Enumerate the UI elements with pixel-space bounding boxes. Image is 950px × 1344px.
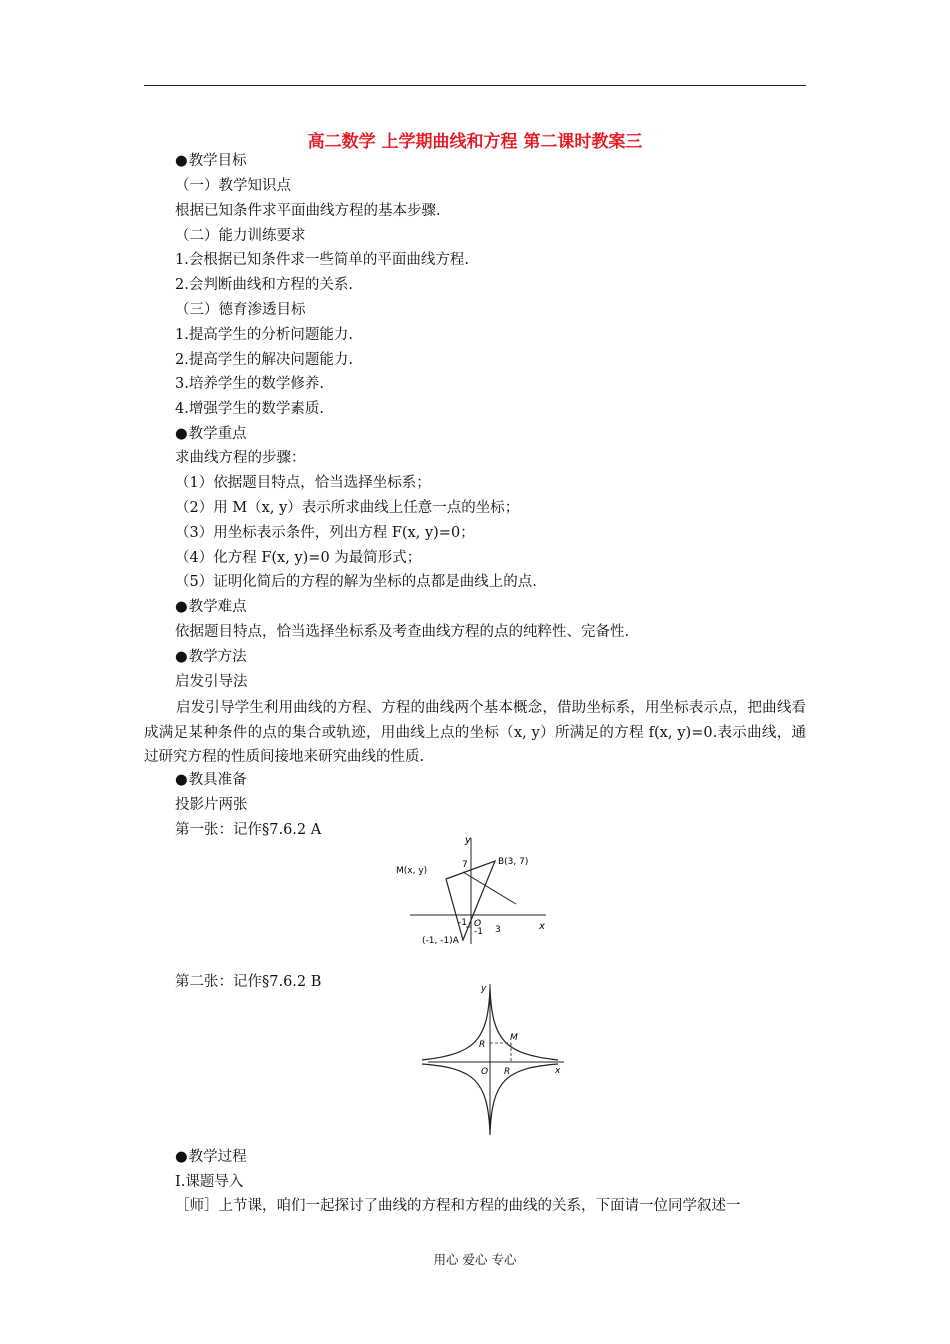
text-line: （1）依据题目特点，恰当选择坐标系；: [175, 475, 431, 491]
section-heading-tools: ● 教具准备: [175, 770, 247, 790]
text-line: 1.提高学生的分析问题能力.: [175, 327, 353, 343]
point-M-label: M(x, y): [396, 866, 428, 876]
section-heading-difficulties: ● 教学难点: [175, 597, 247, 617]
origin-label: O: [474, 919, 482, 929]
x-axis-label: x: [555, 1066, 561, 1076]
method-paragraph: 启发引导学生利用曲线的方程、方程的曲线两个基本概念，借助坐标系，用坐标表示点，把曲线看成满足某种条件的点的集合或轨迹，用曲线上点的坐标（x, y）所满足的方程 f(x, y)=0.表示曲线，通过研究方程的性质间接地来研究曲线的性质.: [144, 700, 806, 765]
page-title: 高二数学 上学期曲线和方程 第二课时教案三: [307, 132, 643, 152]
tick-label-7: 7: [462, 860, 468, 870]
figure-triangle-diagram: [390, 828, 560, 952]
slide-a-caption: 第一张：记作§7.6.2 A: [175, 822, 322, 838]
R-x-label: R: [504, 1067, 511, 1077]
text-line: 根据已知条件求平面曲线方程的基本步骤.: [175, 203, 441, 219]
text-line: Ⅰ.课题导入: [175, 1174, 244, 1190]
point-M-label: M: [510, 1033, 518, 1043]
section-heading-goals: ● 教学目标: [175, 151, 247, 171]
y-axis-label: y: [465, 835, 471, 846]
text-line: （4）化方程 F(x, y)=0 为最简形式；: [175, 550, 422, 566]
y-axis-label: y: [481, 984, 487, 994]
text-line: 依据题目特点，恰当选择坐标系及考查曲线方程的点的纯粹性、完备性.: [175, 624, 630, 640]
section-heading-process: ● 教学过程: [175, 1147, 247, 1167]
text-line: ［师］上节课，咱们一起探讨了曲线的方程和方程的曲线的关系，下面请一位同学叙述一: [175, 1198, 741, 1214]
point-B-label: B(3, 7): [498, 857, 529, 867]
text-line: （2）用 M（x, y）表示所求曲线上任意一点的坐标；: [175, 500, 520, 516]
text-line: （一）教学知识点: [175, 178, 291, 194]
section-heading-key-points: ● 教学重点: [175, 424, 247, 444]
text-line: 1.会根据已知条件求一些简单的平面曲线方程.: [175, 252, 469, 268]
text-line: 启发引导法: [175, 674, 248, 690]
header-rule: [144, 85, 806, 86]
x-axis-label: x: [539, 921, 545, 932]
text-line: 投影片两张: [175, 797, 248, 813]
curve-q1: [490, 988, 558, 1060]
text-line: 2.会判断曲线和方程的关系.: [175, 277, 353, 293]
slide-b-caption: 第二张：记作§7.6.2 B: [175, 974, 322, 990]
text-line: （二）能力训练要求: [175, 228, 306, 244]
curve-q4: [490, 1064, 558, 1134]
page-footer: 用心 爱心 专心: [433, 1252, 517, 1267]
point-A-label: (-1, -1)A: [422, 936, 459, 946]
origin-label: O: [481, 1067, 489, 1077]
text-line: 4.增强学生的数学素质.: [175, 401, 324, 417]
text-line: （三）德育渗透目标: [175, 302, 306, 318]
figure-astroid-diagram: [420, 980, 570, 1140]
section-heading-methods: ● 教学方法: [175, 647, 247, 667]
curve-q3: [422, 1064, 490, 1134]
tick-label-3: 3: [495, 925, 501, 935]
text-line: （5）证明化简后的方程的解为坐标的点都是曲线上的点.: [175, 574, 537, 590]
text-line: 3.培养学生的数学修养.: [175, 376, 324, 392]
text-line: 2.提高学生的解决问题能力.: [175, 352, 353, 368]
text-line: （3）用坐标表示条件，列出方程 F(x, y)=0；: [175, 525, 475, 541]
tick-label-neg1-y: -1: [458, 918, 467, 928]
tick-label-neg1-x: -1: [474, 927, 483, 937]
R-y-label: R: [479, 1040, 486, 1050]
text-line: 求曲线方程的步骤：: [175, 450, 306, 466]
